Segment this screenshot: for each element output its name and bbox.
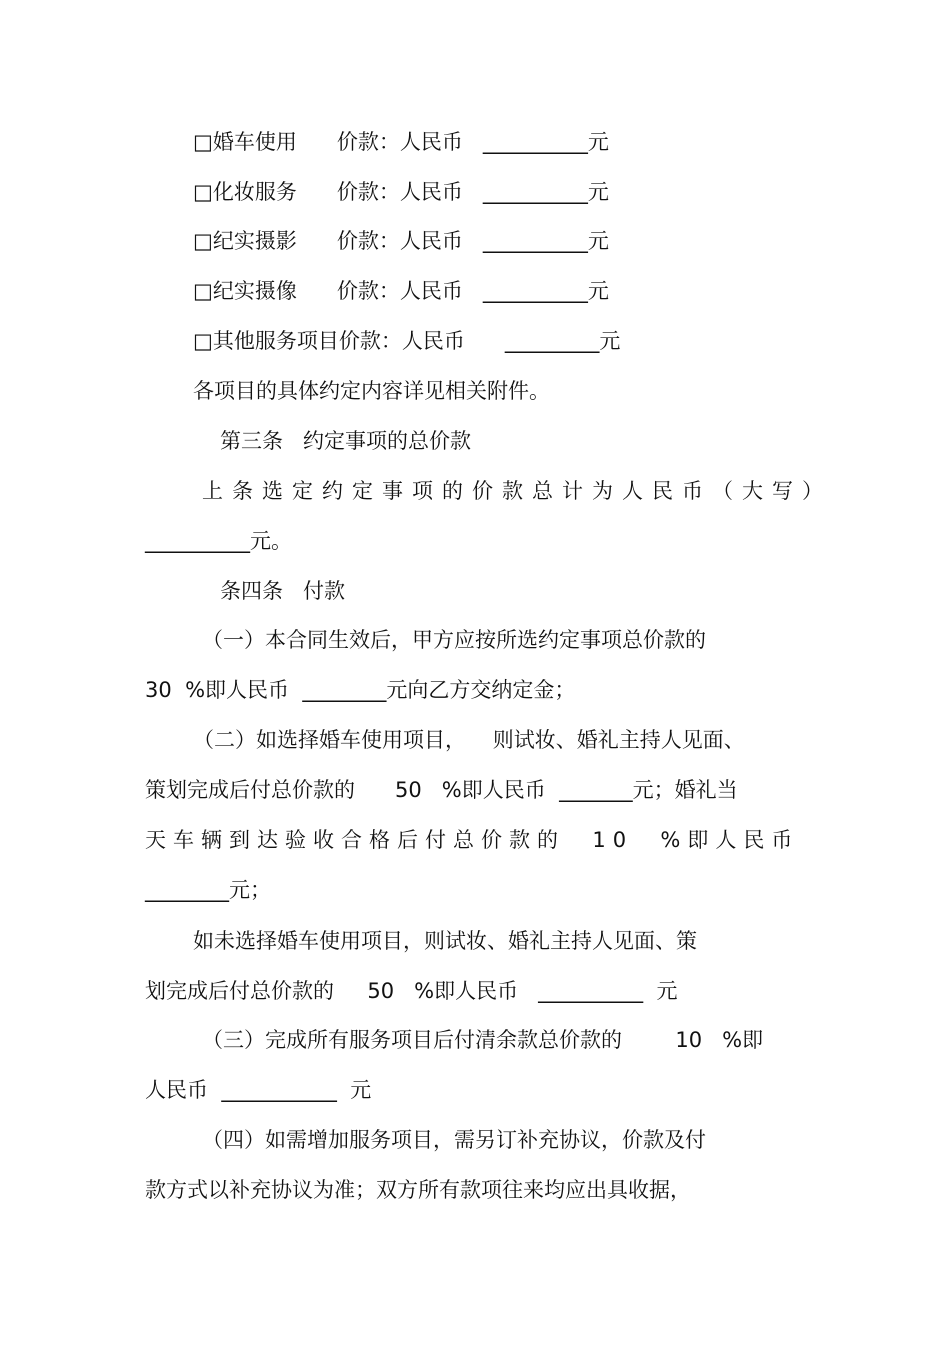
payment-clause-three-cont: 人民币 ___________ 元 [145,1078,372,1102]
payment-clause-four-cont: 款方式以补充协议为准；双方所有款项往来均应出具收据， [145,1178,691,1202]
payment-clause-four: （四）如需增加服务项目，需另订补充协议，价款及付 [202,1128,706,1152]
payment-clause-one: （一）本合同生效后，甲方应按所选约定事项总价款的 [202,628,706,652]
item-other-services: □其他服务项目价款：人民币 _________元 [193,329,621,353]
payment-clause-one-cont: 30 %即人民币 ________元向乙方交纳定金； [145,678,576,702]
article-three-heading: 第三条 约定事项的总价款 [220,429,472,453]
item-wedding-car: □婚车使用 价款：人民币 __________元 [193,130,609,154]
article-four-heading: 条四条 付款 [220,579,346,603]
attachment-note: 各项目的具体约定内容详见相关附件。 [193,379,550,403]
total-price-blank: __________元。 [145,529,292,553]
item-documentary-video: □纪实摄像 价款：人民币 __________元 [193,279,609,303]
payment-clause-three: （三）完成所有服务项目后付清余款总价款的 10 %即 [202,1028,764,1052]
item-makeup-service: □化妆服务 价款：人民币 __________元 [193,180,609,204]
payment-no-car-cont: 划完成后付总价款的 50 %即人民币 __________ 元 [145,979,678,1003]
payment-no-car: 如未选择婚车使用项目，则试妆、婚礼主持人见面、策 [193,929,697,953]
total-price-statement: 上条选定约定事项的价款总计为人民币（大写） [202,479,832,503]
payment-clause-two-cont2: 天车辆到达验收合格后付总价款的 10 %即人民币 [145,828,800,852]
item-documentary-photography: □纪实摄影 价款：人民币 __________元 [193,229,609,253]
payment-clause-two-cont1: 策划完成后付总价款的 50 %即人民币 _______元；婚礼当 [145,778,738,802]
payment-clause-two-cont3: ________元； [145,878,271,902]
payment-clause-two: （二）如选择婚车使用项目， 则试妆、婚礼主持人见面、 [193,728,745,752]
